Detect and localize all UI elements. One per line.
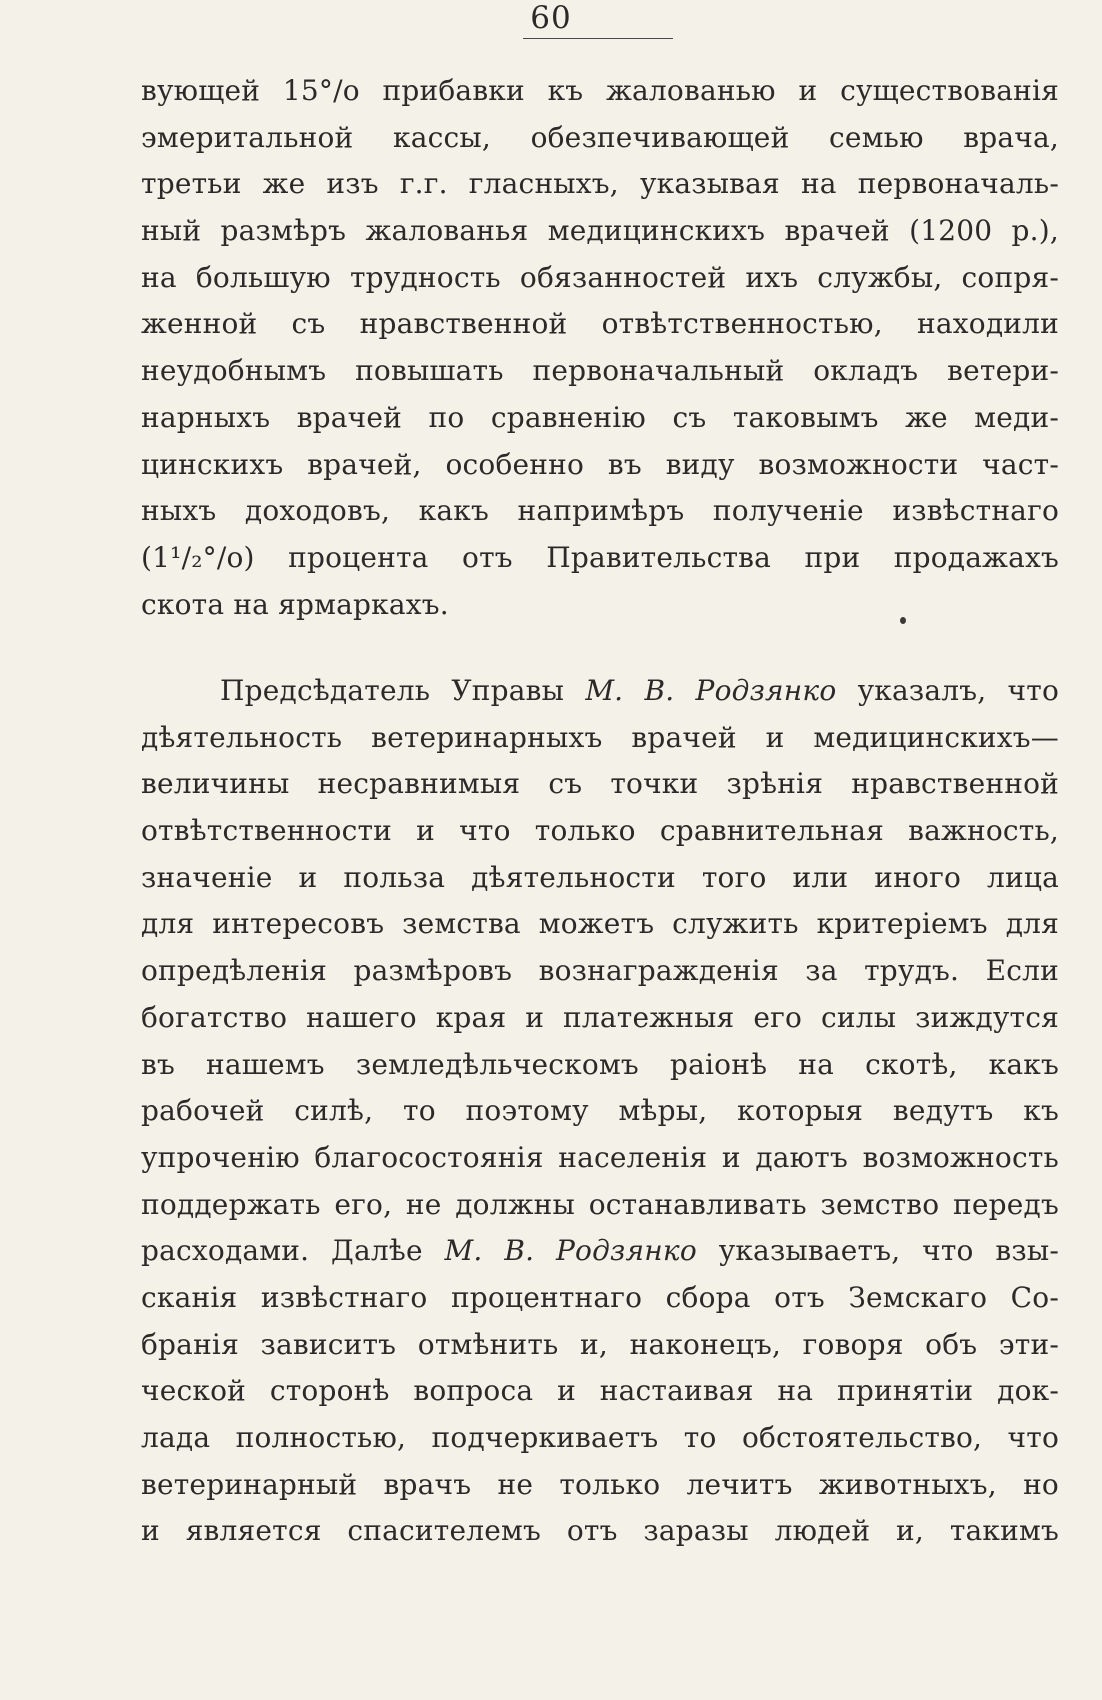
- person-name: М. В. Родзянко: [444, 1234, 697, 1268]
- text-line: бранія зависитъ отмѣнить и, наконецъ, говоря объ эти-: [141, 1327, 1059, 1361]
- text-line: поддержать его, не должны останавливать земство передъ: [141, 1187, 1059, 1221]
- person-name: М. В. Родзянко: [585, 674, 837, 707]
- text-line: ныхъ доходовъ, какъ напримѣръ полученіе извѣстнаго: [141, 494, 1059, 528]
- text-line: неудобнымъ повышать первоначальный окладъ ветери-: [141, 354, 1059, 388]
- text-line: скота на ярмаркахъ.: [141, 587, 449, 621]
- text-line: сканія извѣстнаго процентнаго сбора отъ Земскаго Со-: [141, 1280, 1059, 1314]
- text-line: дѣятельность ветеринарныхъ врачей и медицинскихъ—: [141, 720, 1059, 754]
- text-line: третьи же изъ г.г. гласныхъ, указывая на первоначаль-: [141, 167, 1059, 201]
- text-line: рабочей силѣ, то поэтому мѣры, которыя ведутъ къ: [141, 1094, 1059, 1128]
- text-line: цинскихъ врачей, особенно въ виду возможности част-: [141, 447, 1059, 481]
- text-segment: Предсѣдатель Управы: [220, 674, 565, 707]
- text-line: вующей 15°/о прибавки къ жалованью и существованія: [141, 74, 1059, 107]
- text-line: величины несравнимыя съ точки зрѣнія нравственной: [141, 767, 1059, 801]
- text-line: для интересовъ земства можетъ служить критеріемъ для: [141, 907, 1059, 941]
- text-line: богатство нашего края и платежныя его силы зиждутся: [141, 1000, 1059, 1034]
- text-line: упроченію благосостоянія населенія и даютъ возможность: [141, 1140, 1059, 1174]
- text-segment: указываетъ, что взы-: [718, 1234, 1059, 1268]
- print-speck: [900, 617, 906, 624]
- text-line: ческой сторонѣ вопроса и настаивая на принятіи док-: [141, 1374, 1059, 1408]
- text-line: ветеринарный врачъ не только лечитъ животныхъ, но: [141, 1467, 1059, 1501]
- text-line-with-name: [141, 668, 1059, 715]
- text-line: значеніе и польза дѣятельности того или иного лица: [141, 860, 1059, 894]
- page-number: 60: [530, 0, 572, 36]
- paragraph-1: [141, 68, 1059, 628]
- text-line-with-name: [141, 1228, 1059, 1275]
- text-line: лада полностью, подчеркиваетъ то обстоятельство, что: [141, 1421, 1059, 1454]
- text-line: эмеритальной кассы, обезпечивающей семью врача,: [141, 120, 1059, 154]
- text-line: нарныхъ врачей по сравненію съ таковымъ же меди-: [141, 400, 1059, 434]
- text-segment: указалъ, что: [857, 674, 1060, 707]
- text-line: (1¹/₂°/о) процента отъ Правительства при продажахъ: [141, 540, 1059, 574]
- text-segment: расходами. Далѣе: [141, 1234, 423, 1268]
- text-line: на большую трудность обязанностей ихъ службы, сопря-: [141, 260, 1059, 294]
- text-line: въ нашемъ земледѣльческомъ раіонѣ на скотѣ, какъ: [141, 1047, 1059, 1081]
- header-rule: [523, 38, 673, 39]
- text-line: отвѣтственности и что только сравнительная важность,: [141, 814, 1059, 848]
- text-line: ный размѣръ жалованья медицинскихъ врачей (1200 р.),: [141, 214, 1059, 248]
- text-line: женной съ нравственной отвѣтственностью, находили: [141, 307, 1059, 341]
- text-line: и является спасителемъ отъ заразы людей и, такимъ: [141, 1514, 1059, 1548]
- text-line: опредѣленія размѣровъ вознагражденія за трудъ. Если: [141, 954, 1059, 988]
- paragraph-2: [141, 668, 1059, 1555]
